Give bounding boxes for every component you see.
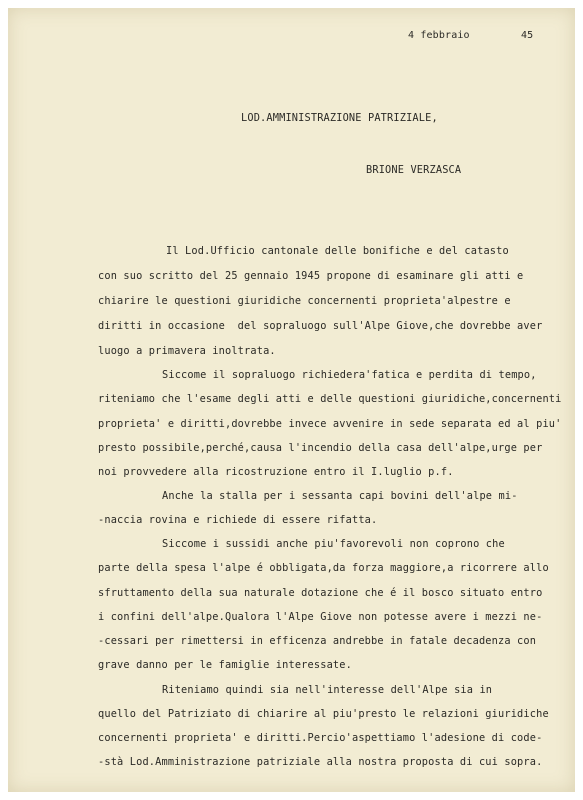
body-line: Il Lod.Ufficio cantonale delle bonifiche e del catasto: [166, 245, 509, 257]
letter-date: 4 febbraio: [408, 30, 470, 41]
body-line: noi provvedere alla ricostruzione entro il I.luglio p.f.: [98, 466, 454, 478]
body-line: chiarire le questioni giuridiche concernenti proprieta'alpestre e: [98, 295, 511, 307]
body-line: grave danno per le famiglie interessate.: [98, 659, 352, 671]
body-line: quello del Patriziato di chiarire al piu'presto le relazioni giuridiche: [98, 708, 549, 720]
page-number: 45: [521, 30, 534, 41]
body-line: luogo a primavera inoltrata.: [98, 345, 276, 357]
body-line: Anche la stalla per i sessanta capi bovini dell'alpe mi-: [162, 490, 518, 502]
body-line: Siccome il sopraluogo richiedera'fatica e perdita di tempo,: [162, 369, 537, 381]
body-line: concernenti proprieta' e diritti.Percio'aspettiamo l'adesione di code-: [98, 732, 543, 744]
body-line: proprieta' e diritti,dovrebbe invece avvenire in sede separata ed al piu': [98, 418, 562, 430]
addressee-name: LOD.AMMINISTRAZIONE PATRIZIALE,: [241, 112, 438, 124]
body-line: parte della spesa l'alpe é obbligata,da forza maggiore,a ricorrere allo: [98, 562, 549, 574]
body-line: -stà Lod.Amministrazione patriziale alla nostra proposta di cui sopra.: [98, 756, 543, 768]
body-line: Siccome i sussidi anche piu'favorevoli non coprono che: [162, 538, 505, 550]
body-line: i confini dell'alpe.Qualora l'Alpe Giove non potesse avere i mezzi ne-: [98, 611, 543, 623]
body-line: riteniamo che l'esame degli atti e delle questioni giuridiche,concernenti: [98, 393, 562, 405]
body-line: presto possibile,perché,causa l'incendio della casa dell'alpe,urge per: [98, 442, 543, 454]
addressee-place: BRIONE VERZASCA: [366, 164, 462, 176]
body-line: Riteniamo quindi sia nell'interesse dell'Alpe sia in: [162, 684, 493, 696]
body-line: sfruttamento della sua naturale dotazione che é il bosco situato entro: [98, 587, 543, 599]
letter-page: [8, 8, 575, 792]
body-line: -naccia rovina e richiede di essere rifatta.: [98, 514, 378, 526]
body-line: -cessari per rimettersi in efficenza andrebbe in fatale decadenza con: [98, 635, 537, 647]
body-line: con suo scritto del 25 gennaio 1945 propone di esaminare gli atti e: [98, 270, 524, 282]
body-line: diritti in occasione del sopraluogo sull'Alpe Giove,che dovrebbe aver: [98, 320, 543, 332]
